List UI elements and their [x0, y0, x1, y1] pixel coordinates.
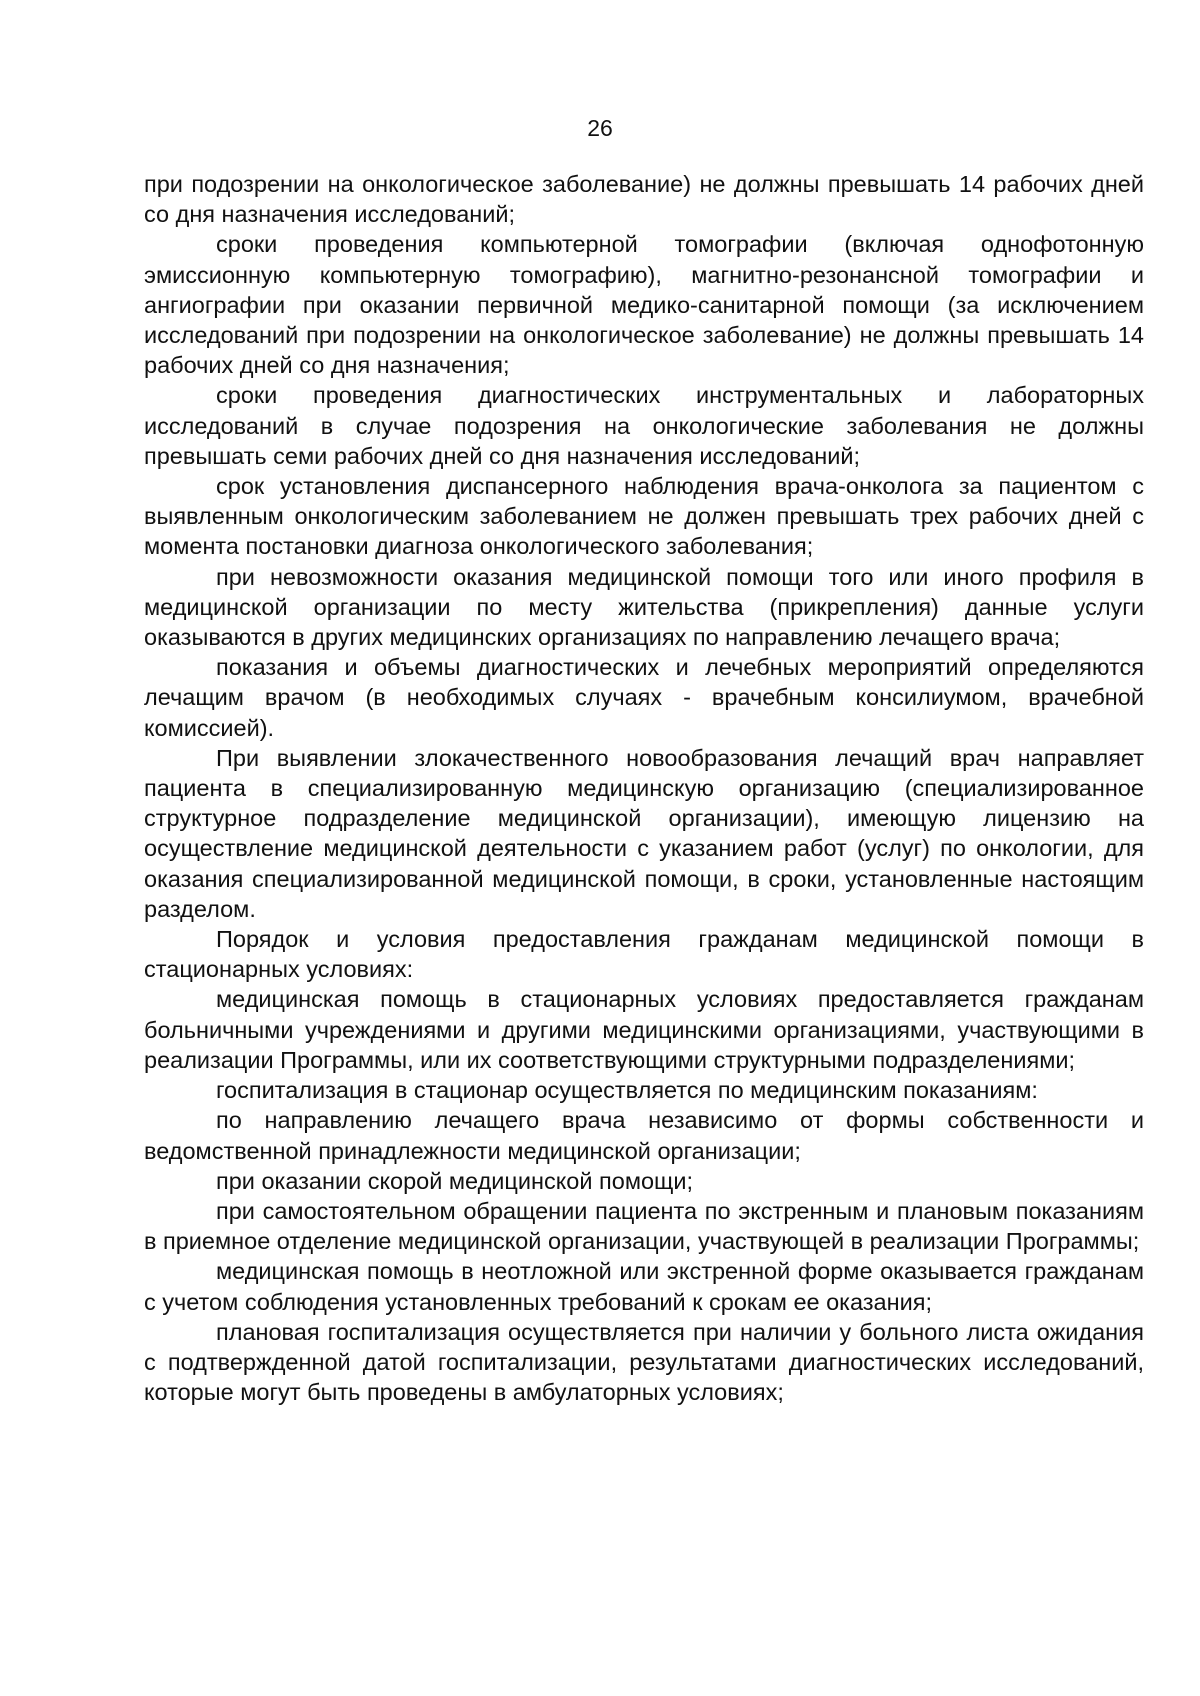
paragraph: сроки проведения диагностических инструментальных и лабораторных исследований в случае подозрения на онкологические заболевания не должны превышать семи рабочих дней со дня назначения исследований; [144, 382, 1144, 469]
paragraph: при оказании скорой медицинской помощи; [216, 1167, 694, 1194]
paragraph: по направлению лечащего врача независимо от формы собственности и ведомственной принадлежности медицинской организации; [144, 1107, 1144, 1164]
paragraph: при невозможности оказания медицинской помощи того или иного профиля в медицинской организации по месту жительства (прикрепления) данные услуги оказываются в других медицинских организациях по направлению лечащего врача; [144, 563, 1144, 651]
paragraph: При выявлении злокачественного новообразования лечащий врач направляет пациента в специализированную медицинскую организацию (специализированное структурное подразделение медицинской организации), имеющую лицензию на осуществление медицинской деятельности с указанием работ (услуг) по онкологии, для оказания специализированной медицинской помощи, в сроки, установленные настоящим разделом. [144, 744, 1144, 922]
paragraph: медицинская помощь в неотложной или экстренной форме оказывается гражданам с учетом соблюдения установленных требований к срокам ее оказания; [144, 1258, 1144, 1315]
page-number: 26 [587, 115, 613, 141]
paragraph: при самостоятельном обращении пациента по экстренным и плановым показаниям в приемное отделение медицинской организации, участвующей в реализации Программы; [144, 1197, 1144, 1255]
document-body [144, 169, 1144, 1407]
paragraph: сроки проведения компьютерной томографии (включая однофотонную эмиссионную компьютерную томографию), магнитно-резонансной томографии и ангиографии при оказании первичной медико-санитарной помощи (за исключением исследований при подозрении на онкологическое заболевание) не должны превышать 14 рабочих дней со дня назначения; [144, 231, 1144, 379]
paragraph: Порядок и условия предоставления гражданам медицинской помощи в стационарных условиях: [144, 926, 1144, 983]
paragraph: срок установления диспансерного наблюдения врача-онколога за пациентом с выявленным онкологическим заболеванием не должен превышать трех рабочих дней с момента постановки диагноза онкологического заболевания; [144, 473, 1144, 560]
paragraph: при подозрении на онкологическое заболевание) не должны превышать 14 рабочих дней со дня назначения исследований; [144, 171, 1144, 228]
paragraph: плановая госпитализация осуществляется при наличии у больного листа ожидания с подтвержденной датой госпитализации, результатами диагностических исследований, которые могут быть проведены в амбулаторных условиях; [144, 1318, 1144, 1406]
paragraph: медицинская помощь в стационарных условиях предоставляется гражданам больничными учреждениями и другими медицинскими организациями, участвующими в реализации Программы, или их соответствующими структурными подразделениями; [144, 986, 1144, 1073]
paragraph: показания и объемы диагностических и лечебных мероприятий определяются лечащим врачом (в необходимых случаях - врачебным консилиумом, врачебной комиссией). [144, 654, 1144, 741]
paragraph: госпитализация в стационар осуществляется по медицинским показаниям: [216, 1077, 1038, 1104]
